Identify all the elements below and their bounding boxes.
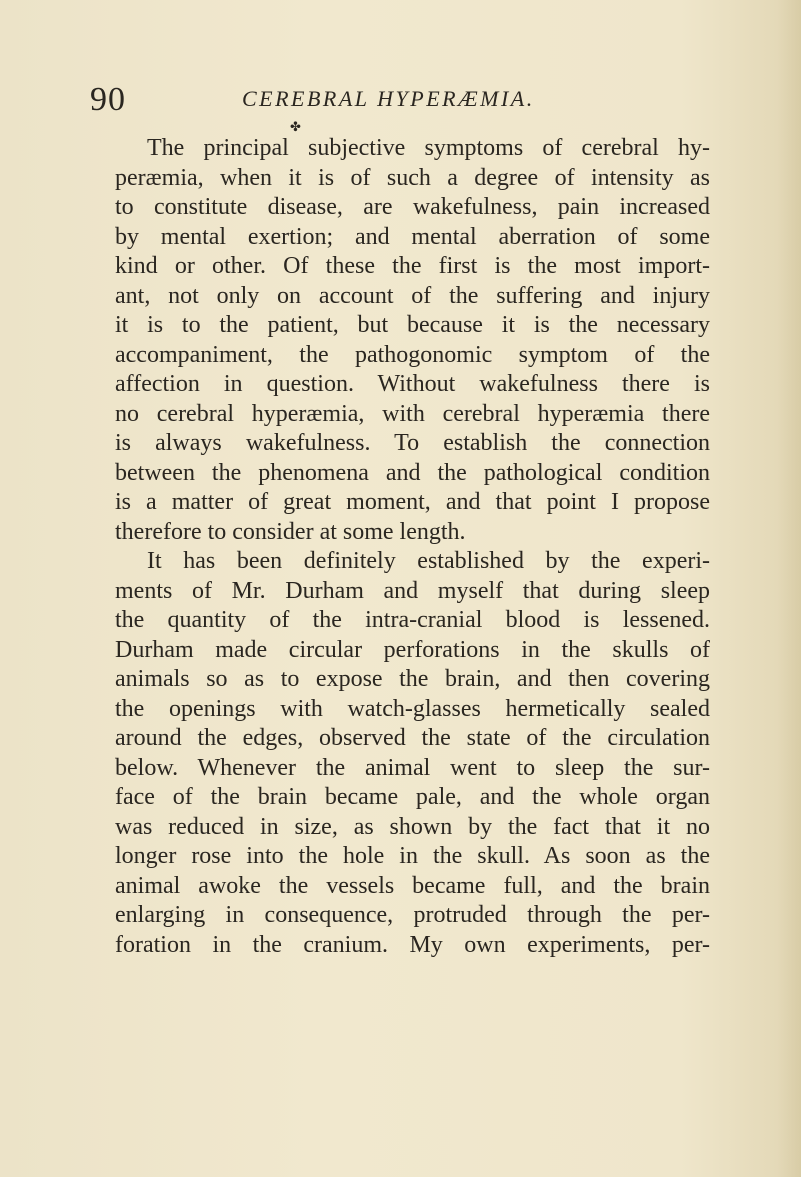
text-line: was reduced in size, as shown by the fact that it no — [115, 813, 710, 840]
text-line: Durham made circular perforations in the skulls of — [115, 636, 710, 663]
text-line: face of the brain became pale, and the whole organ — [115, 784, 710, 810]
text-line: peræmia, when it is of such a degree of intensity as — [115, 164, 710, 191]
text-line: therefore to consider at some length. — [115, 518, 466, 545]
text-line: kind or other. Of these the first is the most import- — [115, 253, 710, 279]
text-line: ments of Mr. Durham and myself that during sleep — [115, 577, 710, 604]
text-line: around the edges, observed the state of the circulation — [115, 725, 710, 751]
body-text — [115, 134, 710, 960]
text-line: ant, not only on account of the suffering and injury — [115, 282, 710, 309]
printer-ornament-icon: ✤ — [290, 119, 301, 134]
text-line: the openings with watch-glasses hermetically sealed — [115, 695, 710, 722]
text-line: The principal subjective symptoms of cerebral hy- — [147, 135, 710, 161]
text-line: enlarging in consequence, protruded through the per- — [115, 902, 710, 928]
text-line: foration in the cranium. My own experiments, per- — [115, 931, 710, 958]
text-line: between the phenomena and the pathological condition — [115, 459, 710, 486]
text-line: below. Whenever the animal went to sleep the sur- — [115, 754, 710, 781]
text-line: by mental exertion; and mental aberration of some — [115, 223, 710, 250]
text-line: accompaniment, the pathogonomic symptom of the — [115, 341, 710, 368]
text-line: it is to the patient, but because it is the necessary — [115, 312, 710, 338]
text-line: to constitute disease, are wakefulness, pain increased — [115, 194, 710, 220]
page-header — [90, 80, 710, 120]
text-line: animals so as to expose the brain, and then covering — [115, 666, 710, 692]
running-head: CEREBRAL HYPERÆMIA. — [242, 86, 535, 111]
text-line: is always wakefulness. To establish the connection — [115, 430, 710, 456]
text-line: It has been definitely established by the experi- — [147, 548, 710, 574]
text-line: animal awoke the vessels became full, and the brain — [115, 872, 710, 899]
page-number: 90 — [90, 81, 126, 118]
text-line: is a matter of great moment, and that point I propose — [115, 489, 710, 515]
text-line: longer rose into the hole in the skull. As soon as the — [115, 843, 710, 869]
text-line: no cerebral hyperæmia, with cerebral hyperæmia there — [115, 400, 710, 427]
text-line: the quantity of the intra-cranial blood is lessened. — [115, 607, 710, 633]
text-line: affection in question. Without wakefulness there is — [115, 371, 710, 397]
